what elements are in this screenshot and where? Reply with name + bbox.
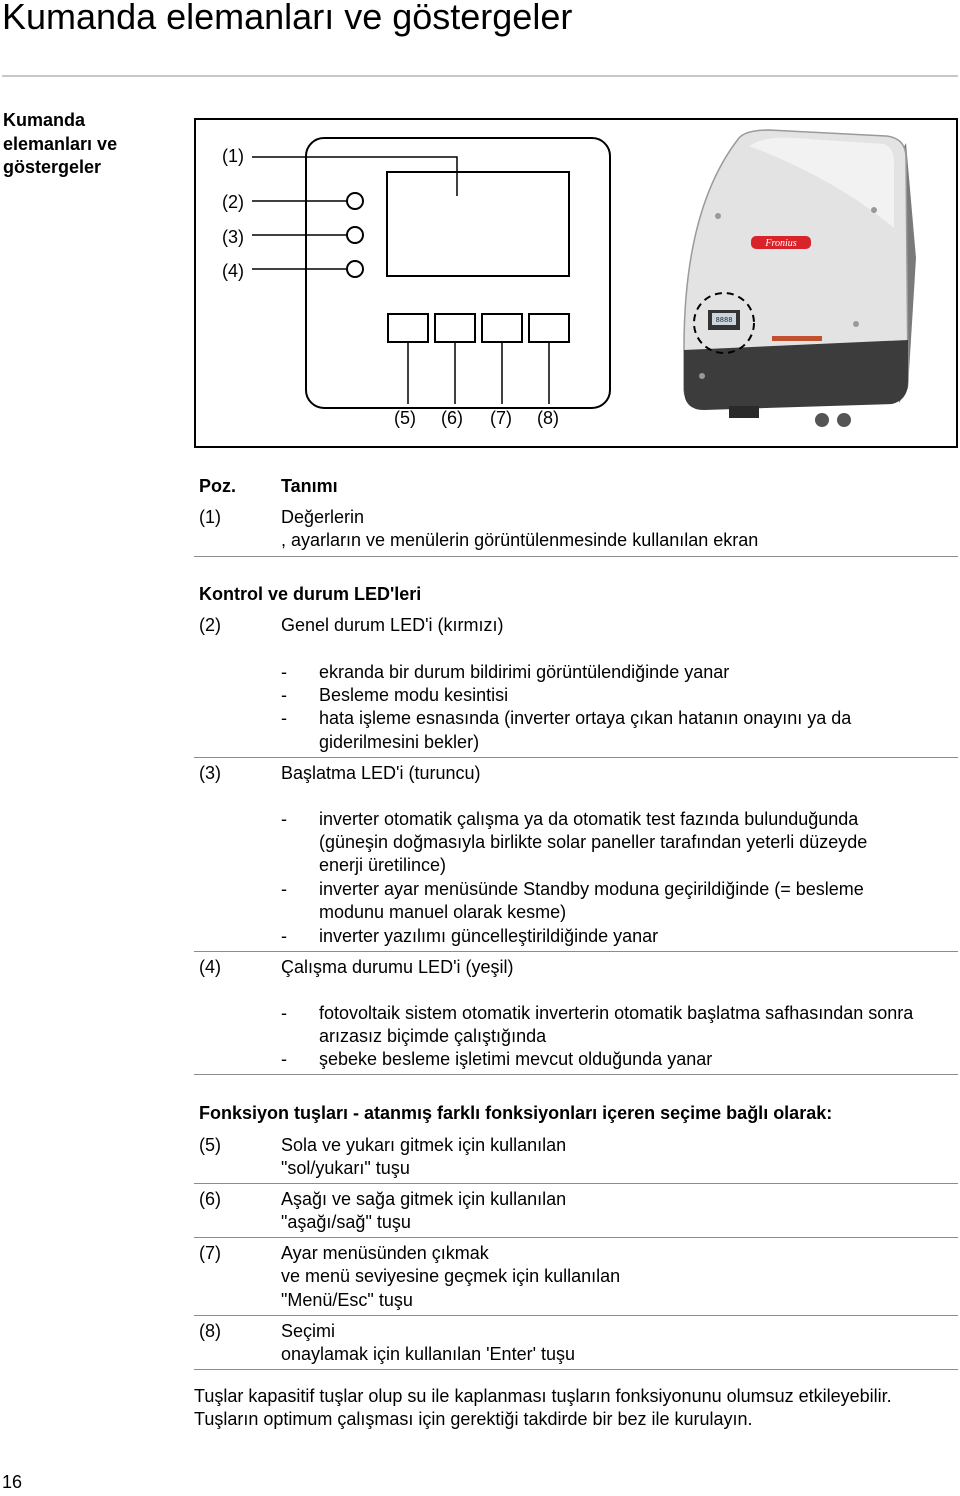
key-6	[435, 314, 475, 342]
callout-7: (7)	[490, 408, 512, 428]
row-divider	[194, 1183, 958, 1184]
bullet: -	[281, 685, 287, 705]
row-divider	[194, 951, 958, 952]
item-2-bullet-3-line2: giderilmesini bekler)	[319, 732, 480, 752]
item-6-line2: "aşağı/sağ" tuşu	[281, 1212, 411, 1232]
note-line-1: Tuşlar kapasitif tuşlar olup su ile kaplanması tuşların fonksiyonunu olumsuz etkileyebilir.	[194, 1386, 892, 1406]
item-3-bullet-1-line3: enerji üretilince)	[319, 855, 447, 875]
item-8-line2: onaylamak için kullanılan 'Enter' tuşu	[281, 1344, 576, 1364]
led-operating	[347, 261, 363, 277]
item-5-line2: "sol/yukarı" tuşu	[281, 1158, 410, 1178]
row-divider	[194, 1315, 958, 1316]
callout-1: (1)	[222, 146, 244, 166]
callout-4: (4)	[222, 261, 244, 281]
item-4-pos: (4)	[199, 957, 221, 977]
item-7-pos: (7)	[199, 1243, 221, 1263]
key-7	[482, 314, 522, 342]
item-3-bullet-1-line2: (güneşin doğmasıyla birlikte solar paneller tarafından yeterli düzeyde	[319, 832, 868, 852]
mini-display-text: 8888	[715, 317, 733, 325]
item-2-bullet-3-line1: hata işleme esnasında (inverter ortaya çıkan hatanın onayını ya da	[319, 708, 852, 728]
item-3-bullet-1-line1: inverter otomatik çalışma ya da otomatik test fazında bulunduğunda	[319, 809, 859, 829]
item-3-bullet-2-line1: inverter ayar menüsünde Standby moduna geçirildiğinde (= besleme	[319, 879, 864, 899]
control-panel-figure	[194, 118, 958, 448]
item-1-line1: Değerlerin	[281, 507, 365, 527]
row-divider	[194, 757, 958, 758]
item-4-title: Çalışma durumu LED'i (yeşil)	[281, 957, 514, 977]
bullet: -	[281, 809, 287, 829]
item-7-line2: ve menü seviyesine geçmek için kullanılan	[281, 1266, 621, 1286]
led-startup	[347, 227, 363, 243]
led-general-status	[347, 193, 363, 209]
inverter-photo	[684, 130, 916, 427]
item-3-title: Başlatma LED'i (turuncu)	[281, 763, 481, 783]
item-8-line1: Seçimi	[281, 1321, 336, 1341]
item-7-line1: Ayar menüsünden çıkmak	[281, 1243, 489, 1263]
item-4-bullet-2: şebeke besleme işletimi mevcut olduğunda yanar	[319, 1049, 713, 1069]
bullet: -	[281, 662, 287, 682]
item-6-line1: Aşağı ve sağa gitmek için kullanılan	[281, 1189, 567, 1209]
item-1-line2: , ayarların ve menülerin görüntülenmesinde kullanılan ekran	[281, 530, 759, 550]
item-2-pos: (2)	[199, 615, 221, 635]
row-divider	[194, 1369, 958, 1370]
row-divider	[194, 1074, 958, 1075]
page-title: Kumanda elemanları ve göstergeler	[2, 0, 573, 37]
brand-logo-text: Fronius	[765, 238, 797, 249]
bullet: -	[281, 708, 287, 728]
section-keys-heading: Fonksiyon tuşları - atanmış farklı fonksiyonları içeren seçime bağlı olarak:	[199, 1103, 833, 1123]
column-header-desc: Tanımı	[281, 476, 338, 496]
title-divider	[2, 75, 958, 77]
item-4-bullet-1-line1: fotovoltaik sistem otomatik inverterin otomatik başlatma safhasından sonra	[319, 1003, 914, 1023]
row-divider	[194, 556, 958, 557]
item-1-pos: (1)	[199, 507, 221, 527]
item-4-bullet-1-line2: arızasız biçimde çalıştığında	[319, 1026, 547, 1046]
bullet: -	[281, 926, 287, 946]
item-3-bullet-2-line2: modunu manuel olarak kesme)	[319, 902, 567, 922]
bullet: -	[281, 1003, 287, 1023]
note-line-2: Tuşların optimum çalışması için gerektiği takdirde bir bez ile kurulayın.	[194, 1409, 753, 1429]
callout-3: (3)	[222, 227, 244, 247]
column-header-pos: Poz.	[199, 476, 237, 496]
callout-2: (2)	[222, 192, 244, 212]
item-7-line3: "Menü/Esc" tuşu	[281, 1290, 413, 1310]
callout-8: (8)	[537, 408, 559, 428]
section-leds-heading: Kontrol ve durum LED'leri	[199, 584, 422, 604]
item-2-bullet-2: Besleme modu kesintisi	[319, 685, 509, 705]
item-2-title: Genel durum LED'i (kırmızı)	[281, 615, 504, 635]
callout-5: (5)	[394, 408, 416, 428]
bullet: -	[281, 879, 287, 899]
page-number: 16	[2, 1472, 23, 1492]
item-5-pos: (5)	[199, 1135, 221, 1155]
item-8-pos: (8)	[199, 1321, 221, 1341]
item-3-pos: (3)	[199, 763, 221, 783]
row-divider	[194, 1237, 958, 1238]
bullet: -	[281, 1049, 287, 1069]
item-6-pos: (6)	[199, 1189, 221, 1209]
key-5	[388, 314, 428, 342]
item-3-bullet-3: inverter yazılımı güncelleştirildiğinde yanar	[319, 926, 659, 946]
callout-6: (6)	[441, 408, 463, 428]
item-2-bullet-1: ekranda bir durum bildirimi görüntülendiğinde yanar	[319, 662, 730, 682]
display-screen	[387, 172, 569, 276]
item-5-line1: Sola ve yukarı gitmek için kullanılan	[281, 1135, 567, 1155]
key-8	[529, 314, 569, 342]
side-heading: Kumanda elemanları ve göstergeler	[3, 110, 118, 177]
